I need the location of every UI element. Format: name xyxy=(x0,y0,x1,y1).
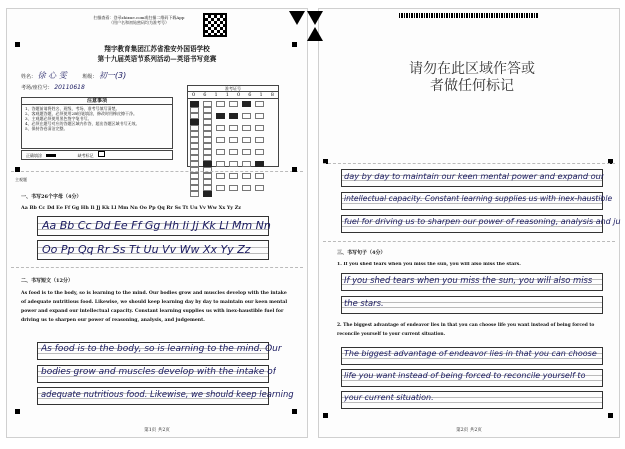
bubble[interactable] xyxy=(255,137,264,143)
no-answer-banner-line-2: 者做任何标记 xyxy=(430,78,514,94)
id-digit: 6 xyxy=(248,92,252,98)
qr-code xyxy=(203,13,227,37)
notes-title: 注意事项 xyxy=(22,98,172,105)
passage-text: As food is to the body, so is learning to the mind. Our bodies grow and muscles develop with the intake of adequate nutritious food. Likewise, we should keep learning day by day to maintain our keen mental power and expand our intellectual capacity. Constant learning supplies us with inex-haustible fuel for driving us to sharpen our power of reasoning, analysis, and judgement. xyxy=(21,291,288,323)
id-bubble-grid xyxy=(187,85,279,167)
bubble[interactable] xyxy=(255,101,264,107)
sentence-2-writing-line-3 xyxy=(341,391,603,409)
exam-seat-value: 20110618 xyxy=(54,84,85,91)
bubble[interactable] xyxy=(242,185,251,191)
continued-answer-1: day by day to maintain our keen mental power and expand our xyxy=(344,171,605,181)
bubble[interactable] xyxy=(216,101,225,107)
page-number: 第1页 共2页 xyxy=(144,428,170,433)
q1-title: 一、书写26个字母（4分） xyxy=(21,194,82,200)
passage-writing-line-2 xyxy=(37,365,276,383)
note-5: 5、保持答卷清洁完整。 xyxy=(25,126,68,131)
bubble[interactable] xyxy=(216,137,225,143)
barcode xyxy=(399,13,539,18)
id-digit: 0 xyxy=(192,92,196,98)
bubble[interactable] xyxy=(229,149,238,155)
sentence-1-answer-2: the stars. xyxy=(344,298,384,308)
corner-marker xyxy=(289,11,305,25)
note-4: 4、必须在题号对应的答题区域内作答，超出答题区域书写无效。 xyxy=(25,121,140,126)
bubble[interactable] xyxy=(216,113,225,119)
exam-title: 第十九届英语节系列活动—英语书写竞赛 xyxy=(97,55,217,63)
legend-missing-box xyxy=(98,151,105,157)
answer-sheet-page-1 xyxy=(6,8,308,438)
q2-title: 二、书写短文（12分） xyxy=(21,278,73,284)
continued-writing-line-2 xyxy=(341,192,613,210)
sentence-2-answer-1: The biggest advantage of endeavor lies in that you can choose xyxy=(344,349,597,358)
bubble[interactable] xyxy=(229,113,238,119)
bubble[interactable] xyxy=(255,161,264,167)
continued-writing-line-3 xyxy=(341,215,621,233)
alphabet-answer-2: Oo Pp Qq Rr Ss Tt Uu Vv Ww Xx Yy Zz xyxy=(42,243,251,256)
exam-seat-label: 考场/座位号： xyxy=(21,85,53,91)
bubble[interactable] xyxy=(242,125,251,131)
bubble[interactable] xyxy=(242,149,251,155)
bubble[interactable] xyxy=(255,125,264,131)
passage-writing-line-1 xyxy=(37,342,282,360)
note-3: 3、主观题必须使用黑色签字笔书写。 xyxy=(25,116,92,121)
page-number: 第2页 共2页 xyxy=(456,428,482,433)
bubble[interactable] xyxy=(229,125,238,131)
notes-box xyxy=(21,97,173,149)
bubble[interactable] xyxy=(255,113,264,119)
bubble[interactable] xyxy=(229,101,238,107)
sentence-2-writing-line-1 xyxy=(341,347,603,365)
alphabet-prompt: Aa Bb Cc Dd Ee Ff Gg Hh Ii Jj Kk Ll Mm Nn Oo Pp Qq Rr Ss Tt Uu Vv Ww Xx Yy Zz xyxy=(21,205,241,211)
id-digit: 8 xyxy=(270,92,274,98)
note-1: 1、答题前请将姓名、班级、考场、准考号填写清楚。 xyxy=(25,106,120,111)
sentence-1-prompt: 1. If you shed tears when you miss the sun, you will also miss the stars. xyxy=(337,262,521,267)
continued-writing-line-1 xyxy=(341,169,603,187)
alphabet-answer-1: Aa Bb Cc Dd Ee Ff Gg Hh Ii Jj Kk Ll Mm Nn xyxy=(42,219,271,232)
bubble[interactable] xyxy=(229,161,238,167)
bubble[interactable] xyxy=(255,185,264,191)
sentence-1-answer-1: If you shed tears when you miss the sun, you will also miss xyxy=(344,275,593,285)
sentence-2-prompt: 2. The biggest advantage of endeavor lies in that you can choose life you want instead of being forced to reconcile yourself to your current situation. xyxy=(337,323,595,337)
corner-marker xyxy=(307,27,323,41)
sentence-2-writing-line-2 xyxy=(341,369,603,387)
sentence-1-writing-line-1 xyxy=(341,273,603,291)
bubble[interactable] xyxy=(242,161,251,167)
id-digit: 0 xyxy=(237,92,241,98)
name-label: 姓名： xyxy=(21,74,37,80)
scan-notice-sub: （用户名和初始密码均为准考号） xyxy=(109,20,169,25)
bubble[interactable] xyxy=(216,185,225,191)
passage-answer-3: adequate nutritious food. Likewise, we should keep learning xyxy=(41,389,294,399)
class-value: 初一(3) xyxy=(98,71,127,80)
legend-correct-swatch xyxy=(46,154,56,157)
bubble[interactable] xyxy=(255,173,264,179)
bubble[interactable] xyxy=(190,191,199,197)
answer-sheet-page-2 xyxy=(318,8,620,438)
bubble[interactable] xyxy=(229,137,238,143)
bubble[interactable] xyxy=(229,185,238,191)
bubble[interactable] xyxy=(242,113,251,119)
school-name: 翔宇教育集团江苏省淮安外国语学校 xyxy=(104,45,210,53)
bubble[interactable] xyxy=(216,149,225,155)
continued-answer-2: intellectual capacity. Constant learning supplies us with inex-haustible xyxy=(344,194,613,203)
bubble[interactable] xyxy=(203,191,212,197)
no-answer-banner-line-1: 请勿在此区域作答或 xyxy=(409,61,535,77)
name-value: 徐 心 雯 xyxy=(37,71,67,80)
sentence-1-writing-line-2 xyxy=(341,296,603,314)
passage-answer-1: As food is to the body, so is learning to the mind. Our xyxy=(41,344,282,354)
bubble[interactable] xyxy=(216,161,225,167)
sentence-2-answer-3: your current situation. xyxy=(344,393,434,402)
alphabet-writing-line-1 xyxy=(37,216,269,236)
q3-title: 三、书写句子（4分） xyxy=(337,250,386,256)
passage-writing-line-3 xyxy=(37,387,294,405)
id-digit: 1 xyxy=(214,92,218,98)
corner-marker xyxy=(307,11,323,25)
bubble[interactable] xyxy=(255,149,264,155)
bubble[interactable] xyxy=(216,125,225,131)
alphabet-writing-line-2 xyxy=(37,240,269,260)
legend-missing-label: 缺考标记 xyxy=(77,153,94,158)
id-grid-title: 准考证号 xyxy=(188,86,278,92)
id-digit: 1 xyxy=(259,92,263,98)
bubble[interactable] xyxy=(242,137,251,143)
passage-answer-2: bodies grow and muscles develop with the intake of xyxy=(41,367,276,377)
sentence-2-answer-2: life you want instead of being forced to reconcile yourself to xyxy=(344,371,586,380)
scan-notice: 扫描查看：登录zhixue.com或扫描二维码下载App xyxy=(93,15,185,20)
legend-correct-label: 正确填涂 xyxy=(26,153,42,158)
continued-answer-3: fuel for driving us to sharpen our power of reasoning, analysis and ju xyxy=(344,217,621,226)
section-label: 主观题 xyxy=(15,177,27,182)
id-digit: 1 xyxy=(225,92,229,98)
bubble[interactable] xyxy=(216,173,225,179)
note-2: 2、客观题答题，必须使用2B铅笔填涂，修改时用橡皮擦干净。 xyxy=(25,111,138,116)
bubble[interactable] xyxy=(242,173,251,179)
bubble[interactable] xyxy=(229,173,238,179)
id-digit: 6 xyxy=(203,92,207,98)
class-label: 班级： xyxy=(82,74,98,80)
bubble[interactable] xyxy=(242,101,251,107)
